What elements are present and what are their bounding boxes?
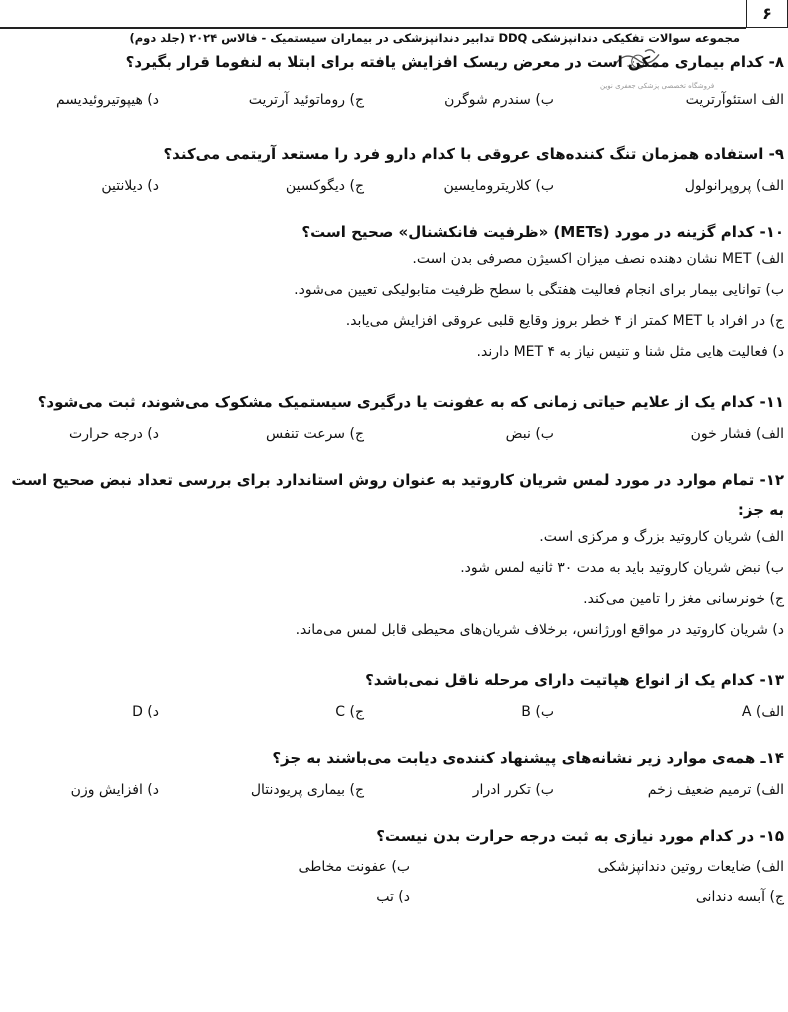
option: ب) توانایی بیمار برای انجام فعالیت هفتگی با سطح ظرفیت متابولیکی تعیین می‌شود. [294,282,784,298]
option: الف) A [741,704,784,720]
option: د) فعالیت هایی مثل شنا و تنیس نیاز به MET ۴ دارند. [476,344,784,360]
options-row [4,174,784,198]
option: ج) بیماری پریودنتال [250,782,364,798]
question-9: ۹- استفاده همزمان تنگ کننده‌های عروقی با کدام دارو فرد را مستعد آریتمی می‌کند؟ [163,145,784,163]
question-12-continued: به جز: [737,501,784,519]
option: الف) ترمیم ضعیف زخم [647,782,784,798]
option: ج) سرعت تنفس [265,426,364,442]
option: الف) پروپرانولول [684,178,784,194]
options-row [4,778,784,802]
option: ب) عفونت مخاطی [298,859,410,875]
option: ب) تکرر ادرار [472,782,554,798]
option: ج) خونرسانی مغز را تامین می‌کند. [583,591,784,607]
option: د) شریان کاروتید در مواقع اورژانس، برخلاف شریان‌های محیطی قابل لمس می‌ماند. [295,622,784,638]
option: الف) فشار خون [690,426,784,442]
option: الف) شریان کاروتید بزرگ و مرکزی است. [539,529,784,545]
question-14: ۱۴ـ همه‌ی موارد زیر نشانه‌های پیشنهاد کننده‌ی دیابت می‌باشند به جز؟ [272,749,784,767]
option: ج) دیگوکسین [285,178,364,194]
option: ب) سندرم شوگرن [444,92,554,108]
question-13: ۱۳- کدام یک از انواع هپاتیت دارای مرحله ناقل نمی‌باشد؟ [365,671,784,689]
option: ب) نبض [505,426,554,442]
option: ج) روماتوئید آرتریت [248,92,364,108]
option: د) تب [376,889,410,905]
running-header: مجموعه سوالات تفکیکی دندانپزشکی DDQ تدابیر دندانپزشکی در بیماران سیستمیک - فالاس ۲۰۲۴ (جلد دوم) [129,31,740,45]
option: ب) کلاریترومایسین [443,178,554,194]
option: د) دیلانتین [101,178,159,194]
question-15: ۱۵- در کدام مورد نیازی به ثبت درجه حرارت بدن نیست؟ [376,827,784,845]
question-11: ۱۱- کدام یک از علایم حیاتی زمانی که به عفونت یا درگیری سیستمیک مشکوک می‌شوند، ثبت می‌شود؟ [37,393,784,411]
option: ج) در افراد با MET کمتر از ۴ خطر بروز وقایع قلبی عروقی افزایش می‌یابد. [345,313,784,329]
option: ج) آبسه دندانی [695,889,784,905]
option: د) درجه حرارت [69,426,159,442]
header-divider [0,27,746,29]
question-10: ۱۰- کدام گزینه در مورد (METs) «ظرفیت فانکشنال» صحیح است؟ [301,223,784,241]
option: د) D [132,704,159,720]
question-list [4,50,784,912]
options-row [4,422,784,446]
option: د) افزایش وزن [70,782,159,798]
options-row [4,882,784,912]
question-8: ۸- کدام بیماری ممکن است در معرض ریسک افزایش یافته برای ابتلا به لنفوما قرار بگیرد؟ [125,53,784,71]
page-number: ۶ [746,0,788,28]
watermark-text: فروشگاه تخصصی پزشکی جعفری نوین [600,82,715,90]
option: ج) C [335,704,364,720]
question-12: ۱۲- تمام موارد در مورد لمس شریان کاروتید به عنوان روش استاندارد برای بررسی تعداد نبض صحیح است [11,471,784,489]
options-row [4,852,784,882]
option: الف استئوآرتریت [685,92,784,108]
option: ب) B [521,704,554,720]
option: الف) MET نشان دهنده نصف میزان اکسیژن مصرفی بدن است. [412,251,784,267]
option: ب) نبض شریان کاروتید باید به مدت ۳۰ ثانیه لمس شود. [460,560,784,576]
option: الف) ضایعات روتین دندانپزشکی [597,859,784,875]
options-row [4,700,784,724]
options-row [4,88,784,112]
option: د) هیپوتیروئیدیسم [56,92,159,108]
